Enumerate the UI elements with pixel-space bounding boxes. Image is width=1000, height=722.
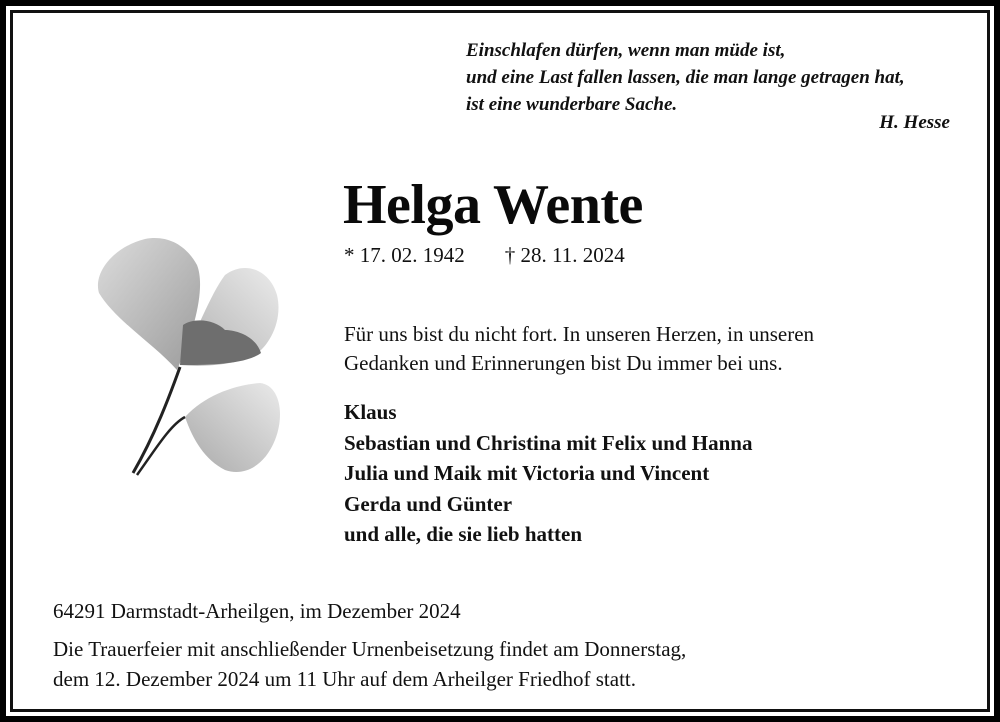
place-date: 64291 Darmstadt-Arheilgen, im Dezember 2024 (53, 599, 461, 623)
deceased-name: Helga Wente (343, 174, 643, 236)
quote-author: H. Hesse (879, 112, 950, 133)
message-line: Für uns bist du nicht fort. In unseren Herzen, in unseren (344, 322, 815, 346)
service-line: dem 12. Dezember 2024 um 11 Uhr auf dem Arheilger Friedhof statt. (53, 667, 636, 691)
service-line: Die Trauerfeier mit anschließender Urnenbeisetzung findet am Donnerstag, (53, 637, 687, 661)
quote-line: und eine Last fallen lassen, die man lange getragen hat, (466, 67, 905, 88)
ginkgo-leaf-icon (85, 225, 295, 487)
death-date: † 28. 11. 2024 (504, 243, 625, 267)
mourner-line: Julia und Maik mit Victoria und Vincent (344, 461, 710, 485)
memorial-message (344, 320, 814, 378)
mourner-line: Gerda und Günter (344, 491, 513, 516)
mourner-line: und alle, die sie lieb hatten (344, 522, 583, 546)
mourner-line: Sebastian und Christina mit Felix und Hanna (344, 430, 753, 455)
funeral-service-info (53, 634, 686, 694)
birth-date: * 17. 02. 1942 (344, 243, 465, 267)
life-dates (344, 243, 665, 268)
outer-frame (6, 6, 994, 716)
mourners-list (344, 397, 752, 550)
mourner-line: Klaus (344, 400, 397, 424)
quote-line: Einschlafen dürfen, wenn man müde ist, (466, 40, 786, 61)
quote-line: ist eine wunderbare Sache. (466, 94, 678, 115)
obituary-card (10, 10, 990, 712)
message-line: Gedanken und Erinnerungen bist Du immer bei uns. (344, 351, 783, 375)
hesse-quote (466, 37, 905, 118)
